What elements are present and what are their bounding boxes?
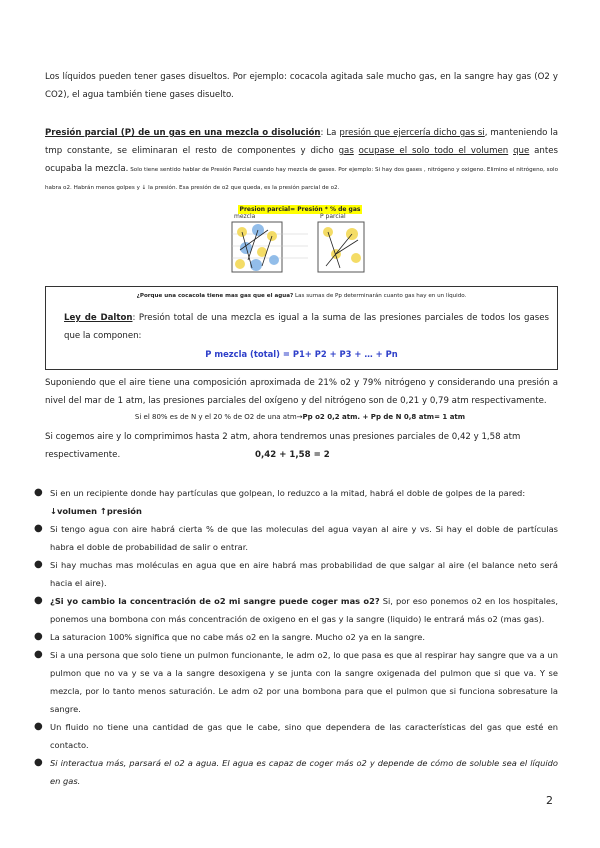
partial-pressure-example [0,410,600,424]
intro-paragraph: Los líquidos pueden tener gases disueltos. Por ejemplo: cocacola agitada sale mucho gas, en la sangre hay gas (O2 y CO2), el agua también tiene gases disuelto. [45,72,558,100]
text-fragment: La [323,128,340,138]
item-text: Un fluido no tiene una cantidad de gas que le cabe, sino que dependera de las características del gas que esté en contacto. [50,722,558,750]
page-number: 2 [546,794,553,807]
pressure-sum: 0,42 + 1,58 = 2 [255,450,330,460]
list-item [34,592,558,628]
dalton-title: Ley de Dalton [64,313,133,323]
question-text: ¿Porque una cocacola tiene mas gas que el agua? [136,293,294,299]
bullet-icon: ● [34,631,43,642]
underlined-fragment: gas [338,146,354,156]
partial-pressure-heading: Presión parcial (P) de un gas en una mezcla o disolución [45,128,321,138]
mixture-panel [232,213,308,272]
underlined-fragment: que [513,146,530,156]
dalton-formula: P mezcla (total) = P1+ P2 + P3 + … + Pn [205,349,398,359]
gas-mixture-diagram [228,210,368,280]
text-fragment: antes ocupaba la mezcla. [45,146,558,174]
respectively-label: respectivamente. [45,450,121,460]
question-note: Las sumas de Pp determinarán cuanto gas hay en un líquido. [293,293,467,299]
dalton-box [45,286,558,370]
compression-sum-line [45,446,558,464]
underlined-fragment: presión que ejercería dicho gas si [339,128,485,138]
item-text: Si en un recipiente donde hay partículas que golpean, lo reduzco a la mitad, habrá el doble de golpes de la pared: [50,488,526,498]
partial-pressure-panel [318,213,364,272]
example-text: Si el 80% es de N y el 20 % de O2 de una atm→ [134,413,303,421]
item-text: Si interactua más, parsará el o2 a agua. El agua es capaz de coger más o2 y depende de cómo de soluble sea el líquido en gas. [50,758,558,786]
air-composition-paragraph: Suponiendo que el aire tiene una composición aproximada de 21% o2 y 79% nitrógeno y considerando una presión a nivel del mar de 1 atm, las presiones parciales del oxígeno y del nitrógeno son de 0,21 y 0,79 atm respectivamente. [45,378,558,406]
partial-pressure-note: Solo tiene sentido hablar de Presión Parcial cuando hay mezcla de gases. Por ejemplo: Si hay dos gases , nitrógeno y oxigeno. Elimino el nitrógeno, solo habra o2. Habrán menos golpes y ↓ la presión. Esa presión de o2 que queda, es la presión parcial de o2. [45,167,558,191]
bullet-icon: ● [34,559,43,570]
item-text: Si a una persona que solo tiene un pulmon funcionante, le adm o2, lo que pasa es que al respirar hay sangre que va a un pulmon que no va y se va a la sangre desoxigena y se junta con la sangre oxigenada del pulmon que si que va. Y se mezcla, por lo tanto menos saturación. Le adm o2 por una bombona para que el pulmon que si funciona sobresature la sangre. [50,650,558,714]
item-text: Si tengo agua con aire habrá cierta % de que las moleculas del agua vayan al aire y vs. Si hay el doble de partículas habra el doble de probabilidad de salir o entrar. [50,524,558,552]
item-bold: ↓volumen ↑presión [50,506,142,516]
item-text: Si, por eso ponemos o2 en los hospitales, ponemos una bombona con más concentración de oxigeno en el gas y la sangre (liquido) le entrará más o2 (mas gas). [50,596,558,624]
bullet-icon: ● [34,721,43,732]
bullet-icon: ● [34,487,43,498]
list-item [34,628,558,646]
compression-paragraph: Si cogemos aire y lo comprimimos hasta 2 atm, ahora tendremos unas presiones parciales de 0,42 y 1,58 atm [45,432,521,442]
cocacola-question [46,291,557,301]
example-result: Pp o2 0,2 atm. + Pp de N 0,8 atm= 1 atm [302,413,466,421]
bullet-icon: ● [34,595,43,606]
mixture-label: mezcla [234,213,256,220]
item-text: Si hay muchas mas moléculas en agua que en aire habrá mas probabilidad de que salgar al aire (el balance neto será hacia el aire). [50,560,558,588]
partial-pressure-paragraph [45,124,558,196]
item-text: La saturacion 100% significa que no cabe más o2 en la sangre. Mucho o2 ya en la sangre. [50,632,426,642]
partial-pressure-formula-highlight: Presion parcial= Presión * % de gas [239,206,361,213]
notes-list [34,484,558,790]
bullet-icon: ● [34,523,43,534]
heading-colon: : [320,128,324,138]
item-bold: ¿Si yo cambio la concentración de o2 mi sangre puede coger mas o2? [50,596,380,606]
text-fragment: , manteniendo la tmp constante, se eliminaran el resto de componentes y dicho [45,128,559,156]
dalton-definition: : Presión total de una mezcla es igual a la suma de las presiones parciales de todos los gases que la componen: [64,313,549,341]
underlined-fragment: ocupase el solo todo el volumen [358,146,509,156]
list-item [34,754,558,790]
list-item [34,520,558,556]
bullet-icon: ● [34,649,43,660]
list-item [34,556,558,592]
list-item [34,646,558,718]
list-item [34,718,558,754]
partial-label: P parcial [320,213,346,220]
dalton-paragraph [64,309,549,345]
bullet-icon: ● [34,757,43,768]
list-item [34,484,558,520]
